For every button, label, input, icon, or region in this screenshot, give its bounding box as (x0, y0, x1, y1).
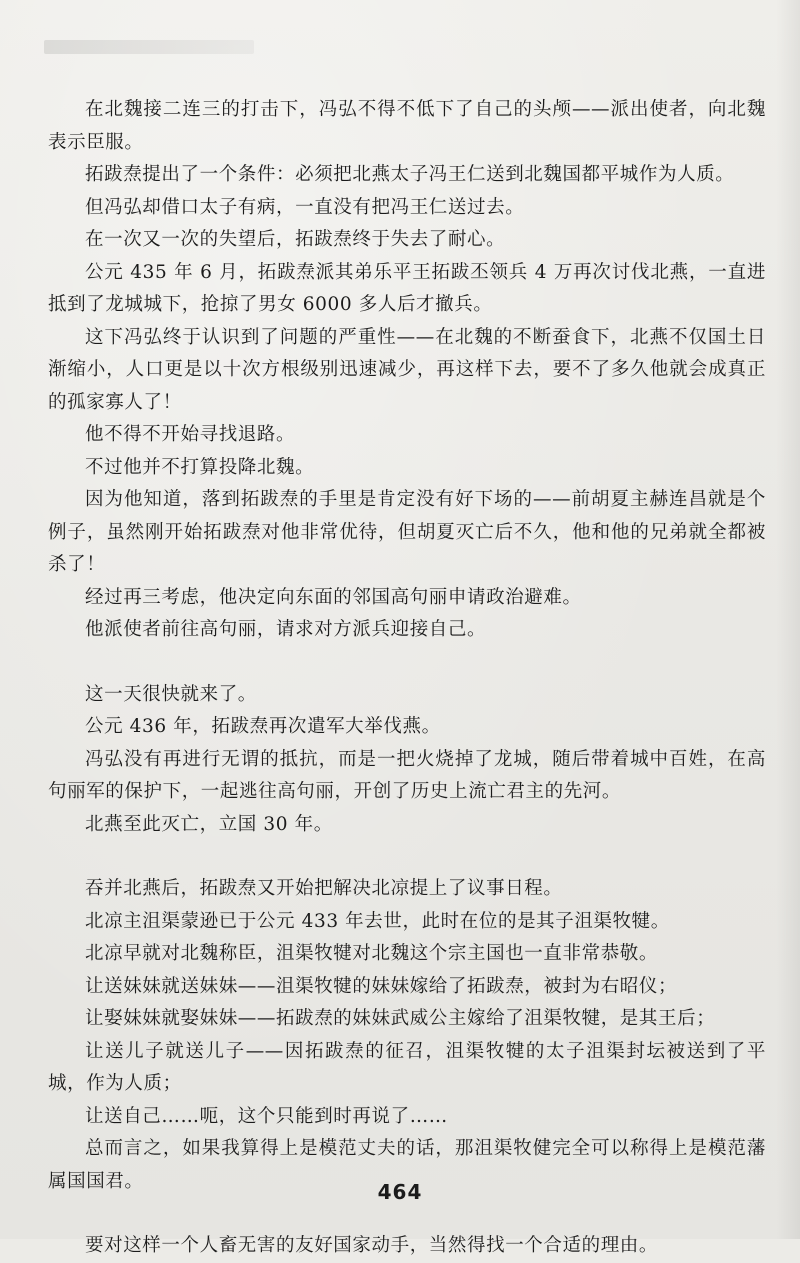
paragraph: 公元 436 年，拓跋焘再次遣军大举伐燕。 (85, 716, 441, 737)
paragraph: 吞并北燕后，拓跋焘又开始把解决北凉提上了议事日程。 (85, 878, 563, 899)
paragraph: 北凉主沮渠蒙逊已于公元 433 年去世，此时在位的是其子沮渠牧犍。 (85, 910, 670, 932)
paragraph: 他派使者前往高句丽，请求对方派兵迎接自己。 (85, 619, 487, 640)
paragraph: 北凉早就对北魏称臣，沮渠牧犍对北魏这个宗主国也一直非常恭敬。 (85, 943, 659, 964)
paragraph: 冯弘没有再进行无谓的抵抗，而是一把火烧掉了龙城，随后带着城中百姓，在高句丽军的保护下，一起逃往高句丽，开创了历史上流亡君主的先河。 (48, 748, 766, 802)
paragraph: 让送自己……呃，这个只能到时再说了…… (85, 1105, 448, 1127)
paragraph: 让送妹妹就送妹妹——沮渠牧犍的妹妹嫁给了拓跋焘，被封为右昭仪； (85, 975, 678, 997)
faint-running-header (44, 40, 254, 54)
paragraph: 让娶妹妹就娶妹妹——拓跋焘的妹妹武威公主嫁给了沮渠牧犍，是其王后； (85, 1008, 716, 1029)
page-body (48, 94, 766, 1263)
paragraph: 在一次又一次的失望后，拓跋焘终于失去了耐心。 (85, 229, 506, 250)
paragraph: 因为他知道，落到拓跋焘的手里是肯定没有好下场的——前胡夏主赫连昌就是个例子，虽然刚开始拓跋焘对他非常优待，但胡夏灭亡后不久，他和他的兄弟就全都被杀了！ (48, 489, 766, 575)
paragraph: 拓跋焘提出了一个条件：必须把北燕太子冯王仁送到北魏国都平城作为人质。 (85, 164, 735, 185)
section-break (48, 647, 766, 679)
paragraph: 这一天很快就来了。 (85, 683, 257, 705)
paragraph: 不过他并不打算投降北魏。 (85, 456, 315, 478)
paragraph: 他不得不开始寻找退路。 (85, 424, 296, 445)
paragraph: 让送儿子就送儿子——因拓跋焘的征召，沮渠牧犍的太子沮渠封坛被送到了平城，作为人质； (48, 1040, 766, 1094)
paragraph: 要对这样一个人畜无害的友好国家动手，当然得找一个合适的理由。 (85, 1235, 659, 1256)
page-number: 464 (377, 1180, 423, 1204)
paragraph: 北燕至此灭亡，立国 30 年。 (85, 813, 333, 835)
paragraph: 经过再三考虑，他决定向东面的邻国高句丽申请政治避难。 (85, 586, 582, 608)
paragraph: 公元 435 年 6 月，拓跋焘派其弟乐平王拓跋丕领兵 4 万再次讨伐北燕，一直进抵到了龙城城下，抢掠了男女 6000 多人后才撤兵。 (48, 261, 766, 315)
section-break (48, 841, 766, 873)
paragraph: 但冯弘却借口太子有病，一直没有把冯王仁送过去。 (85, 196, 525, 218)
paragraph: 在北魏接二连三的打击下，冯弘不得不低下了自己的头颅——派出使者，向北魏表示臣服。 (48, 99, 766, 153)
paragraph: 总而言之，如果我算得上是模范丈夫的话，那沮渠牧健完全可以称得上是模范藩属国国君。 (48, 1138, 766, 1192)
paragraph: 这下冯弘终于认识到了问题的严重性——在北魏的不断蚕食下，北燕不仅国土日渐缩小，人口更是以十次方根级别迅速减少，再这样下去，要不了多久他就会成真正的孤家寡人了！ (48, 326, 766, 413)
binding-shadow (776, 0, 800, 1239)
